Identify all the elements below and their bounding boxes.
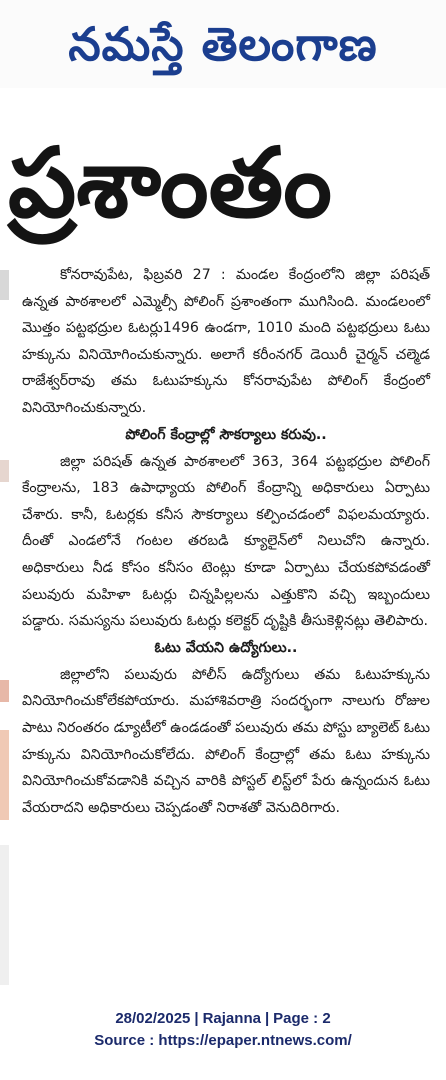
newspaper-logo: నమస్తే తెలంగాణ <box>68 17 378 71</box>
separator: | <box>194 1010 199 1027</box>
article-paragraph: జిల్లాలోని పలువురు పోలీస్ ఉద్యోగులు తమ ఓటుహక్కును వినియోగించుకోలేకపోయారు. మహాశివరాత్రి సందర్భంగా నాలుగు రోజుల పాటు నిరంతరం డ్యూటీలో ఉండడంతో పలువురు తమ పోస్టు బ్యాలెట్ ఓటు హక్కును వినియోగించుకోలేదు. పోలింగ్ కేంద్రాల్లో తమ ఓటు హక్కును వినియోగించుకోవడానికి వచ్చిన వారికి పోస్టల్ లిస్ట్‌లో పేరు ఉన్నందున ఓటు వేయరాదని అధికారులు చెప్పడంతో నిరాశతో వెనుదిరిగారు. <box>22 666 430 816</box>
edge-fragment <box>0 270 9 300</box>
edition-info <box>0 1008 446 1030</box>
article-body <box>22 262 430 1002</box>
edge-fragment <box>0 460 9 482</box>
adjacent-column-edge <box>0 260 9 1080</box>
masthead <box>0 0 446 88</box>
page-number: Page : 2 <box>273 1010 331 1027</box>
separator: | <box>264 1010 270 1027</box>
edition-name: Rajanna <box>202 1010 261 1027</box>
edge-fragment <box>0 845 9 985</box>
article-subheading: ఓటు వేయని ఉద్యోగులు.. <box>154 639 298 656</box>
headline-text: ప్రశాంతం <box>8 127 332 239</box>
edge-fragment <box>0 680 9 702</box>
edition-date: 28/02/2025 <box>115 1010 191 1027</box>
article-paragraph: కోనరావుపేట, ఫిబ్రవరి 27 : మండల కేంద్రంలోని జిల్లా పరిషత్ ఉన్నత పాఠశాలలో ఎమ్మెల్సీ పోలింగ్ ప్రశాంతంగా ముగిసింది. మండలంలో మొత్తం పట్టభద్రుల ఓటర్లు1496 ఉండగా, 1010 మంది పట్టభద్రులు ఓటు హక్కును వినియోగించుకున్నారు. అలాగే కరీంనగర్ డెయిరీ చైర్మన్ చల్మెడ రాజేశ్వర్‌రావు తమ ఓటుహక్కును కోనరావుపేట పోలింగ్ కేంద్రంలో వినియోగించుకున్నారు. <box>22 267 430 416</box>
article-paragraph: జిల్లా పరిషత్ ఉన్నత పాఠశాలలో 363, 364 పట్టభద్రుల పోలింగ్ కేంద్రాలను, 183 ఉపాధ్యాయ పోలింగ్ కేంద్రాన్ని అధికారులు ఏర్పాటు చేశారు. కానీ, ఓటర్లకు కనీస సౌకర్యాలు కల్పించడంలో విఫలమయ్యారు. దీంతో ఎండలోనే గంటల తరబడి క్యూలైన్‌లో నిలుచోని ఉన్నారు. అధికారులు నీడ కోసం కనీసం టెంట్లు కూడా ఏర్పాటు చేయకపోవడంతో పలువురు మహిళా ఓటర్లు చిన్నపిల్లలను ఎత్తుకొని వచ్చి ఇబ్బందులు పడ్డారు. సమస్యను పలువురు ఓటర్లు కలెక్టర్ దృష్టికి తీసుకెళ్లినట్లు తెలిపారు. <box>22 453 430 630</box>
source-link[interactable]: Source : https://epaper.ntnews.com/ <box>94 1032 352 1049</box>
edge-fragment <box>0 730 9 820</box>
headline <box>0 108 446 258</box>
clipping-footer <box>0 1008 446 1052</box>
article-subheading: పోలింగ్ కేంద్రాల్లో సౌకర్యాలు కరువు.. <box>125 426 327 443</box>
